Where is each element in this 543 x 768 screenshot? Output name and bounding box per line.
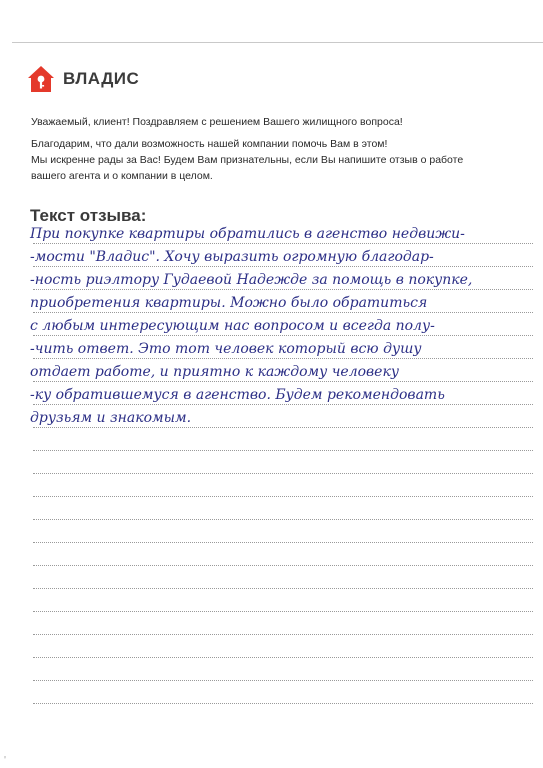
ruled-line (33, 404, 533, 405)
ruled-line (33, 634, 533, 635)
ruled-line (33, 450, 533, 451)
handwritten-line-8: -ку обратившемуся в агенство. Будем рекомендовать (30, 387, 445, 403)
ruled-line (33, 473, 533, 474)
ruled-line (33, 611, 533, 612)
brand-name: ВЛАДИС (63, 69, 140, 88)
thanks-line-1: Благодарим, что дали возможность нашей компании помочь Вам в этом! (31, 138, 388, 150)
ruled-line (33, 496, 533, 497)
ruled-line (33, 565, 533, 566)
greeting-text: Уважаемый, клиент! Поздравляем с решением Вашего жилищного вопроса! (31, 116, 403, 128)
ruled-line (33, 588, 533, 589)
ruled-line (33, 266, 533, 267)
ruled-line (33, 657, 533, 658)
thanks-line-2: Мы искренне рады за Вас! Будем Вам признательны, если Вы напишите отзыв о работе (31, 154, 464, 166)
ruled-line (33, 703, 533, 704)
handwritten-line-9: друзьям и знакомым. (30, 410, 192, 426)
handwritten-line-2: -мости "Владис". Хочу выразить огромную благодар- (30, 249, 434, 265)
ruled-line (33, 335, 533, 336)
thanks-line-3: вашего агента и о компании в целом. (31, 170, 213, 182)
ruled-line (33, 519, 533, 520)
handwritten-line-7: отдает работе, и приятно к каждому человеку (30, 364, 399, 380)
corner-mark: ᵛ (4, 756, 6, 762)
ruled-line (33, 427, 533, 428)
ruled-line (33, 312, 533, 313)
ruled-lines (33, 0, 533, 768)
ruled-line (33, 358, 533, 359)
handwritten-line-5: с любым интересующим нас вопросом и всегда полу- (30, 318, 435, 334)
handwritten-line-6: -чить ответ. Это тот человек который всю душу (30, 341, 422, 357)
handwritten-line-4: приобретения квартиры. Можно было обратиться (30, 295, 428, 311)
ruled-line (33, 381, 533, 382)
handwritten-line-3: -ность риэлтору Гудаевой Надежде за помощь в покупке, (30, 272, 473, 288)
ruled-line (33, 680, 533, 681)
review-title: Текст отзыва: (30, 206, 147, 225)
ruled-line (33, 289, 533, 290)
ruled-line (33, 542, 533, 543)
handwritten-line-1: При покупке квартиры обратились в агенство недвижи- (30, 226, 465, 242)
ruled-line (33, 243, 533, 244)
